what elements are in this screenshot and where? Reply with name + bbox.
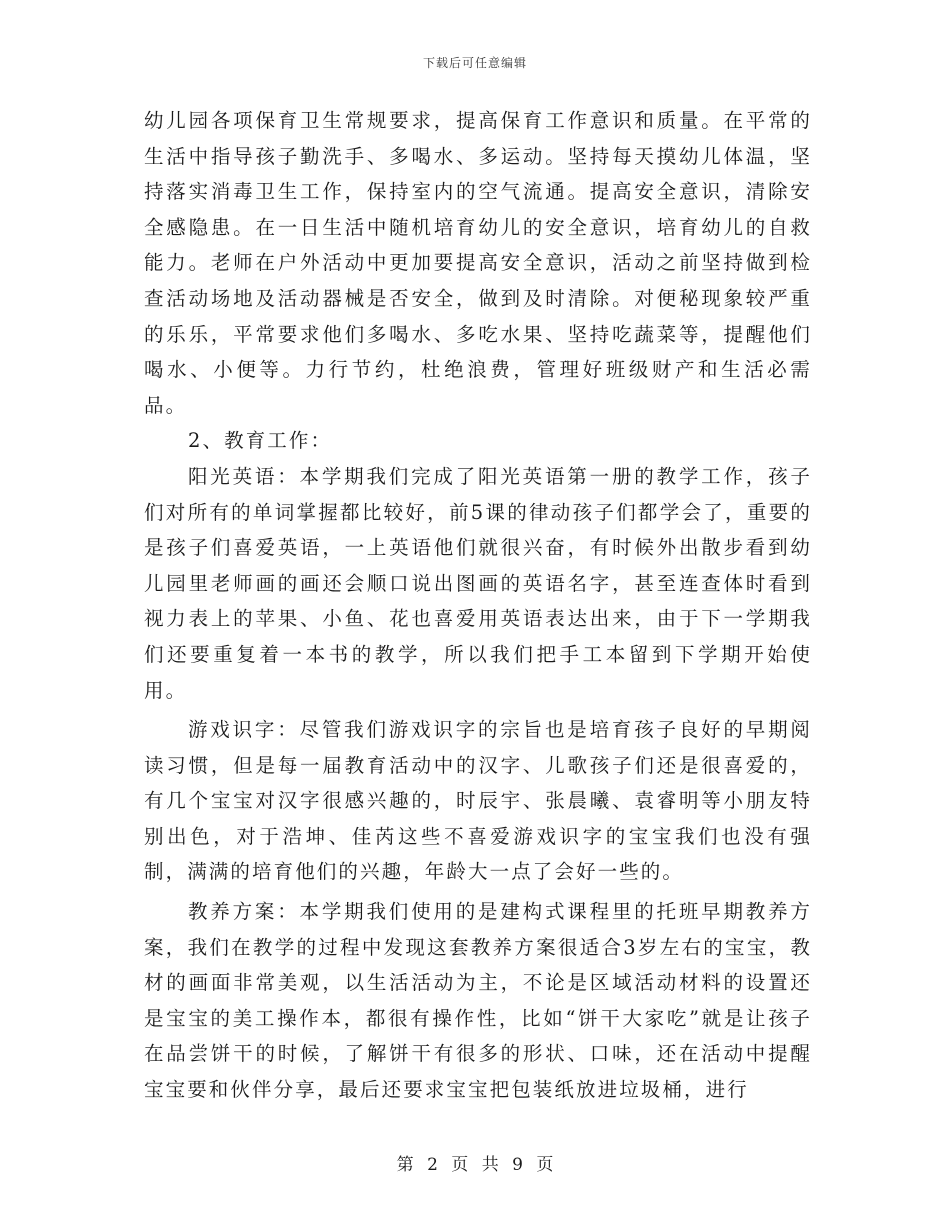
footer-total-pages: 9	[512, 1155, 523, 1175]
paragraph-hygiene: 幼儿园各项保育卫生常规要求，提高保育工作意识和质量。在平常的生活中指导孩子勤洗手、多喝水、多运动。坚持每天摸幼儿体温，坚持落实消毒卫生工作，保持室内的空气流通。提高安全意识，清除安全感隐患。在一日生活中随机培育幼儿的安全意识，培育幼儿的自救能力。老师在户外活动中更加要提高安全意识，活动之前坚持做到检查活动场地及活动器械是否安全，做到及时清除。对便秘现象较严重的乐乐，平常要求他们多喝水、多吃水果、坚持吃蔬菜等，提醒他们喝水、小便等。力行节约，杜绝浪费，管理好班级财产和生活必需品。	[144, 109, 812, 417]
footer-prefix: 第	[396, 1155, 414, 1175]
header-note: 下载后可任意编辑	[422, 56, 527, 70]
paragraph-sunshine-english: 阳光英语：本学期我们完成了阳光英语第一册的教学工作，孩子们对所有的单词掌握都比较好，前5课的律动孩子们都学会了，重要的是孩子们喜爱英语，一上英语他们就很兴奋，有时候外出散步看到幼儿园里老师画的画还会顺口说出图画的英语名字，甚至连查体时看到视力表上的苹果、小鱼、花也喜爱用英语表达出来，由于下一学期我们还要重复着一本书的教学，所以我们把手工本留到下学期开始使用。	[144, 464, 812, 702]
paragraph-game-literacy: 游戏识字：尽管我们游戏识字的宗旨也是培育孩子良好的早期阅读习惯，但是每一届教育活动中的汉字、儿歌孩子们还是很喜爱的，有几个宝宝对汉字很感兴趣的，时辰宇、张晨曦、袁睿明等小朋友特别出色，对于浩坤、佳芮这些不喜爱游戏识字的宝宝我们也没有强制，满满的培育他们的兴趣，年龄大一点了会好一些的。	[144, 718, 812, 884]
footer-page-word: 页	[451, 1155, 469, 1175]
paragraph-care-plan: 教养方案：本学期我们使用的是建构式课程里的托班早期教养方案，我们在教学的过程中发现这套教养方案很适合3岁左右的宝宝，教材的画面非常美观，以生活活动为主，不论是区域活动材料的设置还是宝宝的美工操作本，都很有操作性，比如“饼干大家吃”就是让孩子在品尝饼干的时候，了解饼干有很多的形状、口味，还在活动中提醒宝宝要和伙伴分享，最后还要求宝宝把包装纸放进垃圾桶，进行	[144, 900, 812, 1102]
page-footer	[0, 1150, 950, 1175]
footer-total-word: 共	[481, 1155, 499, 1175]
section-heading-education: 2、教育工作：	[188, 429, 333, 453]
document-body	[144, 103, 812, 1108]
footer-suffix: 页	[536, 1155, 554, 1175]
footer-current-page: 2	[427, 1155, 438, 1175]
